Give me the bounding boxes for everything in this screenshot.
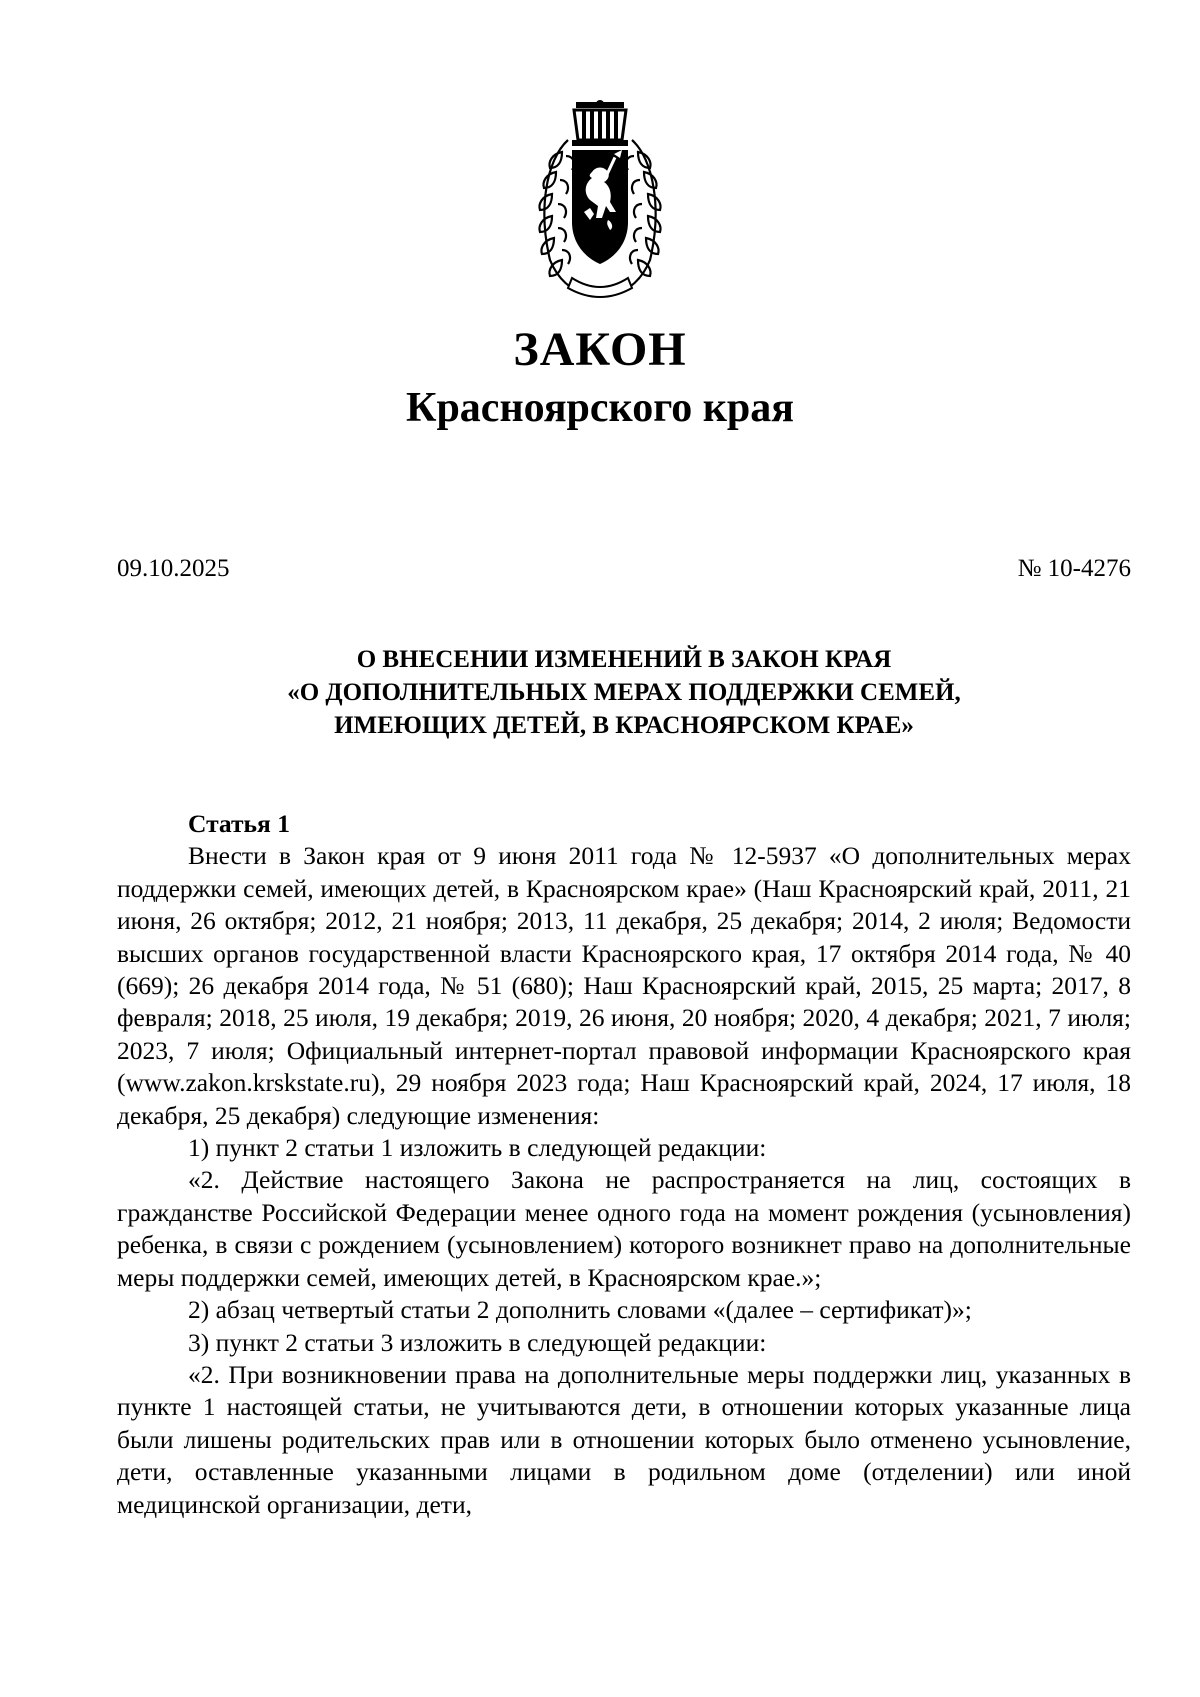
document-meta — [117, 554, 1131, 584]
law-title-line-2: «О ДОПОЛНИТЕЛЬНЫХ МЕРАХ ПОДДЕРЖКИ СЕМЕЙ, — [287, 679, 961, 706]
law-title-line-3: ИМЕЮЩИХ ДЕТЕЙ, В КРАСНОЯРСКОМ КРАЕ» — [334, 712, 914, 739]
article-heading: Статья 1 — [188, 809, 290, 838]
law-title — [117, 643, 1131, 742]
article-paragraph: «2. Действие настоящего Закона не распространяется на лиц, состоящих в гражданстве Российской Федерации менее одного года на момент рождения (усыновления) ребенка, в связи с рождением (усыновлением) которого возникнет право на дополнительные меры поддержки семей, имеющих детей, в Красноярском крае.»; — [117, 1165, 1131, 1292]
article-body — [117, 808, 1131, 1521]
document-title: ЗАКОН — [513, 323, 687, 376]
document-subtitle: Красноярского края — [405, 385, 795, 431]
article-paragraph: 3) пункт 2 статьи 3 изложить в следующей редакции: — [188, 1327, 767, 1357]
coat-of-arms-icon — [528, 100, 672, 300]
article-paragraph: «2. При возникновении права на дополнительные меры поддержки лиц, указанных в пункте 1 настоящей статьи, не учитываются дети, в отношении которых указанные лица были лишены родительских прав или в отношении которых было отменено усыновление, дети, оставленные указанными лицами в родильном доме (отделении) или иной медицинской организации, дети, — [117, 1359, 1131, 1519]
document-number: № 10-4276 — [1017, 555, 1131, 582]
article-paragraph: 2) абзац четвертый статьи 2 дополнить словами «(далее – сертификат)»; — [188, 1295, 972, 1325]
article-paragraph: 1) пункт 2 статьи 1 изложить в следующей редакции: — [188, 1133, 767, 1163]
document-date: 09.10.2025 — [117, 555, 230, 582]
article-paragraph: Внести в Закон края от 9 июня 2011 года № 12-5937 «О дополнительных мерах поддержки семей, имеющих детей, в Красноярском крае» (Наш Красноярский край, 2011, 21 июня, 26 октября; 2012, 21 ноября; 2013, 11 декабря, 25 декабря; 2014, 2 июля; Ведомости высших органов государственной власти Красноярского края, 17 октября 2014 года, № 40 (669); 26 декабря 2014 года, № 51 (680); Наш Красноярский край, 2015, 25 марта; 2017, 8 февраля; 2018, 25 июля, 19 декабря; 2019, 26 июня, 20 ноября; 2020, 4 декабря; 2021, 7 июля; 2023, 7 июля; Официальный интернет-портал правовой информации Красноярского края (www.zakon.krskstate.ru), 29 ноября 2023 года; Наш Красноярский край, 2024, 17 июля, 18 декабря, 25 декабря) следующие изменения: — [117, 841, 1131, 1130]
law-title-line-1: О ВНЕСЕНИИ ИЗМЕНЕНИЙ В ЗАКОН КРАЯ — [356, 646, 892, 673]
